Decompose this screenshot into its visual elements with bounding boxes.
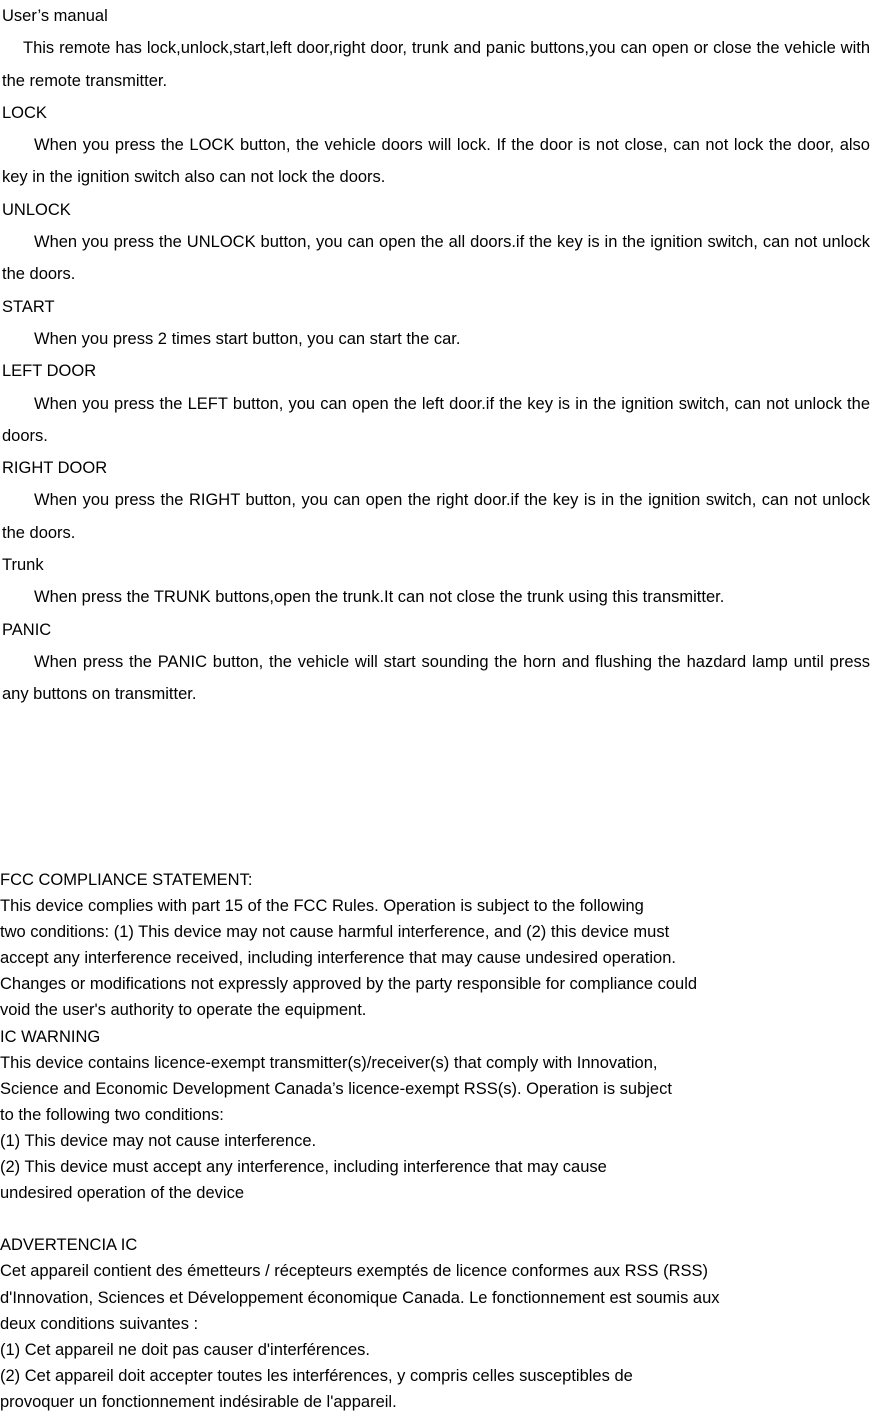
- section-body-start: When you press 2 times start button, you can start the car.: [34, 329, 461, 348]
- fcc-line: void the user's authority to operate the equipment.: [0, 1001, 367, 1020]
- manual-intro: This remote has lock,unlock,start,left door,right door, trunk and panic buttons,you can open or close the vehicle with the remote transmitter.: [2, 39, 870, 90]
- section-heading-left-door: LEFT DOOR: [2, 362, 97, 381]
- section-heading-start: START: [2, 297, 55, 316]
- section-heading-panic: PANIC: [2, 620, 52, 639]
- fcc-line: accept any interference received, including interference that may cause undesired operation.: [0, 949, 676, 968]
- ic-line: Science and Economic Development Canada’s licence-exempt RSS(s). Operation is subject: [0, 1079, 672, 1098]
- manual-title: User’s manual: [2, 7, 108, 25]
- fcc-line: This device complies with part 15 of the FCC Rules. Operation is subject to the following: [0, 897, 644, 916]
- ic-fr-line: provoquer un fonctionnement indésirable de l'appareil.: [0, 1392, 397, 1411]
- compliance-statements: [0, 867, 872, 1415]
- ic-fr-heading: ADVERTENCIA IC: [0, 1236, 138, 1255]
- ic-fr-line: deux conditions suivantes :: [0, 1314, 199, 1333]
- ic-line: (2) This device must accept any interference, including interference that may cause: [0, 1158, 607, 1177]
- section-body-panic: When press the PANIC button, the vehicle will start sounding the horn and flushing the hazdard lamp until press any buttons on transmitter.: [2, 652, 870, 704]
- section-heading-trunk: Trunk: [2, 556, 44, 575]
- ic-fr-line: d'Innovation, Sciences et Développement économique Canada. Le fonctionnement est soumis aux: [0, 1288, 720, 1307]
- fcc-line: Changes or modifications not expressly approved by the party responsible for compliance could: [0, 975, 698, 994]
- ic-line: (1) This device may not cause interference.: [0, 1131, 317, 1150]
- ic-line: to the following two conditions:: [0, 1105, 224, 1124]
- ic-line: undesired operation of the device: [0, 1184, 245, 1203]
- ic-line: This device contains licence-exempt transmitter(s)/receiver(s) that comply with Innovation,: [0, 1053, 658, 1072]
- section-body-trunk: When press the TRUNK buttons,open the trunk.It can not close the trunk using this transmitter.: [34, 588, 725, 607]
- section-heading-unlock: UNLOCK: [2, 200, 71, 219]
- section-body-left-door: When you press the LEFT button, you can open the left door.if the key is in the ignition switch, can not unlock the doors.: [2, 394, 870, 445]
- spacer: [0, 1206, 872, 1232]
- section-heading-lock: LOCK: [2, 103, 47, 122]
- user-manual: [2, 0, 870, 711]
- section-body-right-door: When you press the RIGHT button, you can open the right door.if the key is in the ignition switch, can not unlock the doors.: [2, 491, 870, 542]
- ic-fr-line: (1) Cet appareil ne doit pas causer d'interférences.: [0, 1340, 371, 1359]
- ic-fr-line: Cet appareil contient des émetteurs / récepteurs exemptés de licence conformes aux RSS (RSS): [0, 1262, 709, 1281]
- fcc-line: two conditions: (1) This device may not cause harmful interference, and (2) this device must: [0, 923, 670, 942]
- fcc-heading: FCC COMPLIANCE STATEMENT:: [0, 871, 253, 889]
- ic-heading: IC WARNING: [0, 1027, 101, 1046]
- section-heading-right-door: RIGHT DOOR: [2, 459, 108, 478]
- section-body-unlock: When you press the UNLOCK button, you can open the all doors.if the key is in the ignition switch, can not unlock the doors.: [2, 233, 870, 284]
- ic-fr-line: (2) Cet appareil doit accepter toutes les interférences, y compris celles susceptibles de: [0, 1366, 633, 1385]
- section-body-lock: When you press the LOCK button, the vehicle doors will lock. If the door is not close, can not lock the door, also key in the ignition switch also can not lock the doors.: [2, 136, 870, 187]
